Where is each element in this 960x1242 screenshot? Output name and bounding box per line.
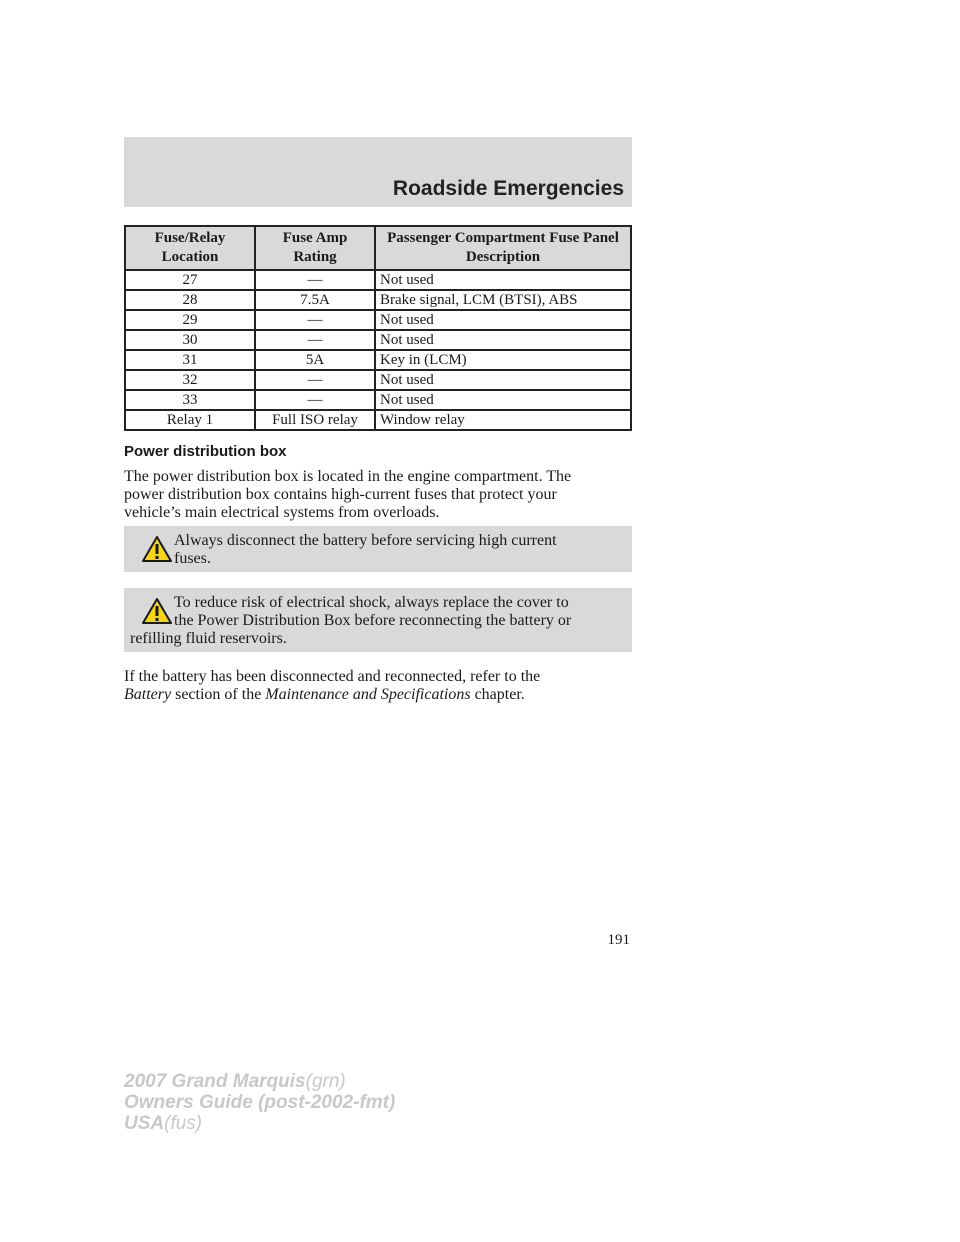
cell-rating: Full ISO relay [255,410,375,430]
table-row [125,290,631,310]
table-row [125,370,631,390]
cell-rating: — [255,330,375,350]
cell-location: 31 [125,350,255,370]
cell-description: Not used [375,370,631,390]
footer-line [124,1092,395,1113]
warning-box [124,588,632,652]
fuse-table-header [125,226,631,270]
footer-guide: Owners Guide (post-2002-fmt) [124,1092,396,1113]
footer-line [124,1071,395,1092]
table-row [125,310,631,330]
cell-description: Window relay [375,410,631,430]
battery-reference: Battery [124,686,172,703]
document-footer [124,1071,395,1134]
cell-rating: — [255,270,375,290]
chapter-reference: Maintenance and Specifications [265,686,471,703]
warning-triangle-icon [142,598,172,624]
intro-line: The power distribution box is located in the engine compartment. The [124,468,572,485]
cell-location: 29 [125,310,255,330]
table-row [125,350,631,370]
intro-line: power distribution box contains high-current fuses that protect your [124,486,557,503]
closing-text: section of the [175,686,262,703]
warning-line: fuses. [174,550,211,567]
cell-description: Key in (LCM) [375,350,631,370]
cell-description: Not used [375,330,631,350]
cell-location: 30 [125,330,255,350]
warning-line: Always disconnect the battery before servicing high current [174,532,557,549]
section-title: Roadside Emergencies [392,177,624,200]
closing-text: chapter. [474,686,525,703]
section-header-band [124,137,632,207]
closing-paragraph [124,668,632,704]
warning-line: To reduce risk of electrical shock, always replace the cover to [174,594,569,611]
column-header-rating: Fuse Amp Rating [255,226,375,270]
cell-rating: — [255,370,375,390]
cell-rating: 7.5A [255,290,375,310]
closing-line: If the battery has been disconnected and reconnected, refer to the [124,668,541,685]
intro-line: vehicle’s main electrical systems from overloads. [124,504,440,521]
cell-location: 27 [125,270,255,290]
intro-paragraph [124,468,632,522]
cell-location: 28 [125,290,255,310]
footer-code: (fus) [164,1113,203,1134]
cell-location: 32 [125,370,255,390]
warning-text [174,532,557,568]
warning-triangle-icon [142,536,172,562]
warning-box [124,526,632,572]
table-row [125,270,631,290]
table-row [125,410,631,430]
section-heading: Power distribution box [124,443,287,460]
fuse-table [124,225,632,431]
warning-text [174,594,571,630]
cell-location: Relay 1 [125,410,255,430]
footer-market: USA [124,1113,165,1134]
footer-code: (grn) [305,1071,346,1092]
footer-model: 2007 Grand Marquis [124,1071,306,1092]
cell-location: 33 [125,390,255,410]
table-row [125,330,631,350]
table-row [125,390,631,410]
footer-line [124,1113,395,1134]
warning-line: the Power Distribution Box before reconnecting the battery or [174,612,572,629]
page-number: 191 [607,932,630,948]
cell-rating: — [255,390,375,410]
column-header-location: Fuse/Relay Location [125,226,255,270]
column-header-description: Passenger Compartment Fuse Panel Description [375,226,631,270]
warning-line: refilling fluid reservoirs. [130,630,287,647]
cell-description: Not used [375,310,631,330]
cell-description: Not used [375,270,631,290]
cell-rating: — [255,310,375,330]
cell-rating: 5A [255,350,375,370]
cell-description: Brake signal, LCM (BTSI), ABS [375,290,631,310]
closing-line [124,686,632,704]
cell-description: Not used [375,390,631,410]
